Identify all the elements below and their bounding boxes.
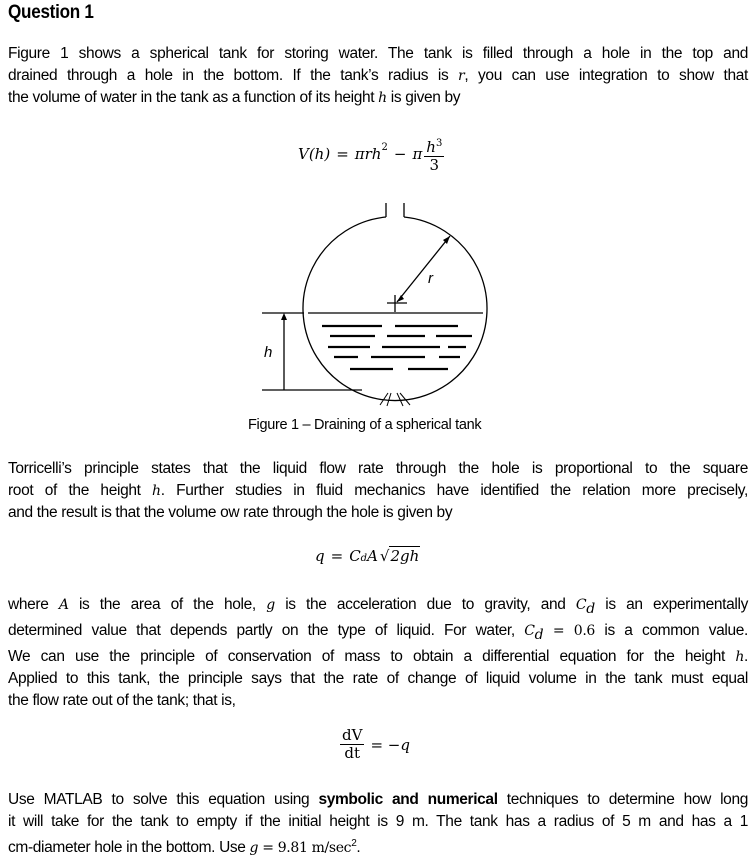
- figure-caption: Figure 1 – Draining of a spherical tank: [248, 417, 482, 433]
- where-paragraph: [8, 594, 748, 712]
- where-line-4: Applied to this tank, the principle says that the rate of change of liquid volume in the tank must equal: [8, 670, 748, 688]
- where-line-5: the flow rate out of the tank; that is,: [8, 692, 236, 710]
- intro-line-1: Figure 1 shows a spherical tank for storing water. The tank is filled through a hole in the top and: [8, 45, 748, 62]
- task-line-3: cm-diameter hole in the bottom. Use g = 9.81 $m/\sec^2$.: [8, 838, 361, 857]
- where-line-2: determined value that depends partly on the type of liquid. For water, $C_d = 0.6$ is a common value.: [8, 622, 748, 644]
- where-line-3: We can use the principle of conservation of mass to obtain a differential equation for the height h.: [8, 648, 748, 666]
- fraction-h3-over-3: $\frac{h^3}{3}$: [424, 135, 444, 174]
- intro-line-2: drained through a hole in the bottom. If the tank’s radius is r, you can use integration to show that: [8, 67, 748, 84]
- height-label: h: [264, 344, 273, 361]
- torricelli-line-2: root of the height h. Further studies in fluid mechanics have identified the relation more precisely,: [8, 482, 748, 499]
- question-title: Question 1: [8, 2, 94, 23]
- intro-line-3: the volume of water in the tank as a function of its height h is given by: [8, 89, 461, 106]
- flow-equation: q = C d A √ 2gh: [315, 547, 420, 565]
- task-paragraph: [8, 789, 748, 859]
- torricelli-line-1: Torricelli’s principle states that the liquid flow rate through the hole is proportional to the square: [8, 460, 748, 477]
- sqrt-2gh: 2gh: [390, 547, 420, 565]
- spherical-tank-figure: [240, 195, 520, 415]
- volume-equation: V(h) = πrh $^2$ − π $\frac{h^3}{3}$: [298, 132, 446, 176]
- intro-paragraph: [8, 43, 748, 109]
- fraction-dV-dt: $\frac{dV}{dt}$: [342, 726, 363, 762]
- torricelli-line-3: and the result is that the volume ow rate through the hole is given by: [8, 504, 453, 521]
- mass-equation: $\frac{dV}{dt}$ = −q: [342, 726, 410, 762]
- task-line-2: it will take for the tank to empty if the initial height is 9 m. The tank has a radius of 5 m and has a 1: [8, 813, 748, 830]
- emphasis-symbolic-numerical: symbolic and numerical: [318, 791, 498, 808]
- var-r: r: [458, 68, 465, 84]
- where-line-1: where A is the area of the hole, g is the acceleration due to gravity, and $C_d$ is an experimentally: [8, 596, 748, 618]
- var-h: h: [378, 90, 387, 106]
- task-line-1: Use MATLAB to solve this equation using symbolic and numerical techniques to determine how long: [8, 791, 748, 808]
- radius-label: r: [428, 270, 433, 287]
- torricelli-paragraph: [8, 458, 748, 524]
